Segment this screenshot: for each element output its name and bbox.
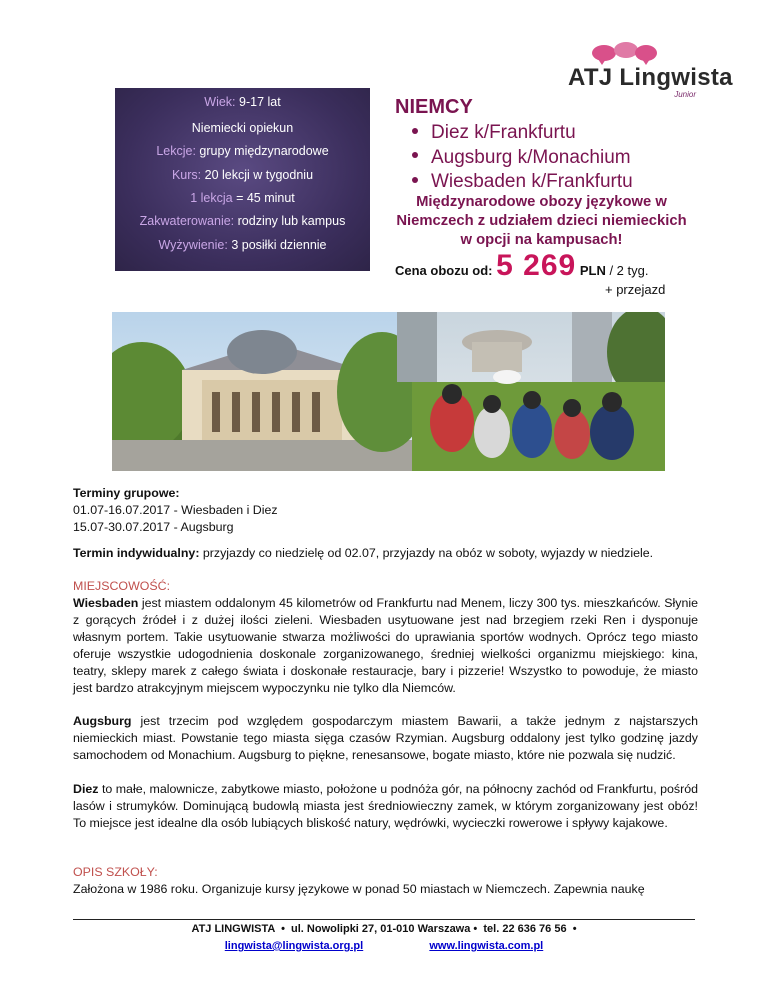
price-amount: 5 269 xyxy=(496,249,577,282)
photo-image xyxy=(112,312,665,471)
info-age: Wiek: 9-17 lat xyxy=(204,95,281,109)
email-link[interactable]: lingwista@lingwista.org.pl xyxy=(224,940,364,952)
bullet-icon xyxy=(412,128,418,134)
price-extra: + przejazd xyxy=(605,282,666,297)
country-title: NIEMCY xyxy=(395,96,473,118)
school-section: OPIS SZKOŁY: Założona w 1986 roku. Organizuje kursy językowe w ponad 50 miastach w Niemczech. Zapewnia naukę xyxy=(73,864,698,898)
atj-lingwista-logo: ATJ Lingwista Junior xyxy=(560,40,700,100)
info-guardian: Niemiecki opiekun xyxy=(191,121,294,135)
bullet-icon xyxy=(412,177,418,183)
section-title: MIEJSCOWOŚĆ: xyxy=(73,579,171,593)
footer-links xyxy=(0,940,768,952)
group-terms: Terminy grupowe: 01.07-16.07.2017 - Wiesbaden i Diez 15.07-30.07.2017 - Augsburg xyxy=(73,486,278,534)
paragraph-wiesbaden: Wiesbaden jest miastem oddalonym 45 kilometrów od Frankfurtu nad Menem, liczy 300 tys. mieszkańców. Słynie z gorących źródeł i z dużej ilości zieleni. Wiesbaden usytuowane jest nad brzegiem rzeki Ren i dysponuje własnym portem. Takie usytuowanie stwarza możliwości do uprawiania sportów wodnych. Oprócz tego miasto oferuje wszystkie udogodnienia doskonale zorganizowanego, średniej wielkości organizmu miejskiego: kina, teatry, sklepy marek z całego świata i doskonałe restauracje, bary i pizzerie! Wszystko to powoduje, że miasto jest bardzo atrakcyjnym miejscem wypoczynku nie tylko dla Niemców. xyxy=(73,596,698,695)
price-line: Cena obozu od: 5 269 PLN / 2 tyg. xyxy=(395,249,649,282)
info-lesson-length: 1 lekcja = 45 minut xyxy=(190,191,295,205)
list-item: Wiesbaden k/Frankfurtu xyxy=(412,170,633,195)
info-meals: Wyżywienie: 3 posiłki dziennie xyxy=(158,238,327,252)
website-link[interactable]: www.lingwista.com.pl xyxy=(429,940,544,952)
paragraph-diez: Diez to małe, malownicze, zabytkowe miasto, położone u podnóża gór, na północny zachód od Frankfurtu, pośród lasów i strumyków. Dominującą budowlą miasta jest średniowieczny zamek, w którym zorganizowany jest obóz! To miejsce jest idealne dla osób lubiących bliskość natury, wędrówki, wycieczki rowerowe i spływy kajakowe. xyxy=(73,782,698,830)
bullet-icon xyxy=(412,152,418,158)
info-course: Kurs: 20 lekcji w tygodniu xyxy=(171,168,314,182)
location-section xyxy=(73,578,698,697)
camp-photo-collage xyxy=(112,312,665,471)
city-list xyxy=(412,121,633,195)
list-item: Diez k/Frankfurtu xyxy=(412,121,633,146)
section-title: OPIS SZKOŁY: xyxy=(73,865,158,879)
individual-term: Termin indywidualny: przyjazdy co niedzielę od 02.07, przyjazdy na obóz w soboty, wyjazdy w niedziele. xyxy=(73,546,654,560)
footer-contact: ATJ LINGWISTA • ul. Nowolipki 27, 01-010 Warszawa • tel. 22 636 76 56 • xyxy=(191,923,577,935)
course-info-box xyxy=(115,88,370,271)
info-accommodation: Zakwaterowanie: rodziny lub kampus xyxy=(139,214,346,228)
footer-divider xyxy=(73,919,695,920)
speech-bubbles-icon xyxy=(590,40,660,66)
info-lessons: Lekcje: grupy międzynarodowe xyxy=(156,144,329,158)
list-item: Augsburg k/Monachium xyxy=(412,146,633,171)
camp-subtitle: Międzynarodowe obozy językowe w Niemczech z udziałem dzieci niemieckich w opcji na kampusach! xyxy=(396,194,687,248)
paragraph-augsburg: Augsburg jest trzecim pod względem gospodarczym miastem Bawarii, a także jednym z najstarszych niemieckich miast. Powstanie tego miasta sięga czasów Rzymian. Augsburg oddalony jest tylko godzinę jazdy samochodem od Monachium. Augsburg to piękne, renesansowe, bogate miasto, które nie pozwala się nudzić. xyxy=(73,714,698,762)
